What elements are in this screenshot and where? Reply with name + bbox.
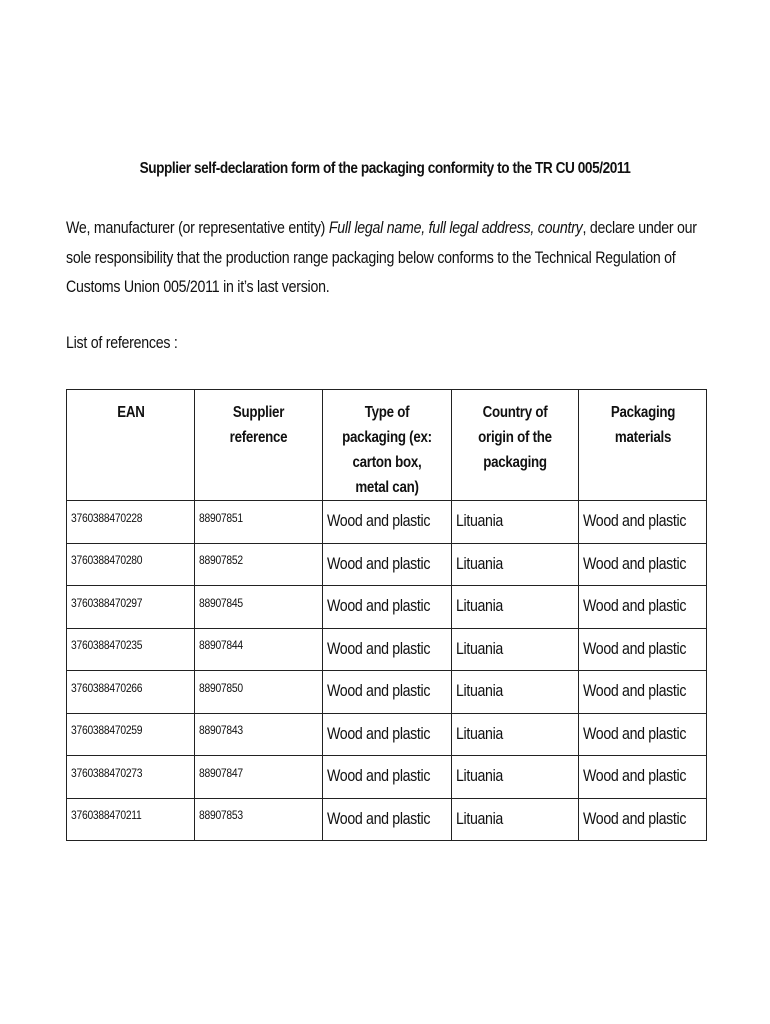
cell-ean: 3760388470266 (67, 671, 195, 714)
table-row (67, 543, 707, 586)
cell-type-of-packaging: Wood and plastic (323, 501, 452, 544)
cell-type-of-packaging: Wood and plastic (323, 671, 452, 714)
column-header-country-of-origin: Country of origin of the packaging (452, 390, 579, 501)
table-header-row (67, 390, 707, 501)
cell-type-of-packaging: Wood and plastic (323, 756, 452, 799)
column-header-ean: EAN (67, 390, 195, 501)
declaration-paragraph (66, 214, 702, 303)
cell-type-of-packaging: Wood and plastic (323, 713, 452, 756)
table-row (67, 586, 707, 629)
cell-country-of-origin: Lituania (452, 543, 579, 586)
cell-packaging-materials: Wood and plastic (579, 756, 707, 799)
column-header-supplier-reference: Supplier reference (195, 390, 323, 501)
list-of-references-label: List of references : (66, 334, 178, 352)
cell-supplier-reference: 88907843 (195, 713, 323, 756)
table-row (67, 756, 707, 799)
cell-packaging-materials: Wood and plastic (579, 586, 707, 629)
cell-country-of-origin: Lituania (452, 756, 579, 799)
cell-country-of-origin: Lituania (452, 798, 579, 841)
table-row (67, 798, 707, 841)
table-row (67, 501, 707, 544)
cell-supplier-reference: 88907853 (195, 798, 323, 841)
cell-ean: 3760388470211 (67, 798, 195, 841)
cell-ean: 3760388470273 (67, 756, 195, 799)
table-row (67, 713, 707, 756)
cell-supplier-reference: 88907851 (195, 501, 323, 544)
cell-country-of-origin: Lituania (452, 586, 579, 629)
cell-type-of-packaging: Wood and plastic (323, 798, 452, 841)
cell-country-of-origin: Lituania (452, 501, 579, 544)
declaration-prefix: We, manufacturer (or representative entity) (66, 219, 329, 237)
cell-country-of-origin: Lituania (452, 671, 579, 714)
cell-supplier-reference: 88907852 (195, 543, 323, 586)
cell-packaging-materials: Wood and plastic (579, 628, 707, 671)
cell-ean: 3760388470280 (67, 543, 195, 586)
table-row (67, 671, 707, 714)
cell-packaging-materials: Wood and plastic (579, 798, 707, 841)
declaration-entity-placeholder: Full legal name, full legal address, country (328, 219, 583, 237)
page-title: Supplier self-declaration form of the packaging conformity to the TR CU 005/2011 (139, 160, 631, 177)
table-row (67, 628, 707, 671)
references-table (66, 389, 707, 841)
declaration-suffix: , declare under our sole responsibility that the production range packaging below conforms to the Technical Regulation of Customs Union 005/2011 in it’s last version. (66, 219, 697, 296)
cell-supplier-reference: 88907850 (195, 671, 323, 714)
cell-packaging-materials: Wood and plastic (579, 543, 707, 586)
cell-ean: 3760388470297 (67, 586, 195, 629)
cell-country-of-origin: Lituania (452, 713, 579, 756)
column-header-type-of-packaging: Type of packaging (ex: carton box, metal can) (323, 390, 452, 501)
cell-type-of-packaging: Wood and plastic (323, 628, 452, 671)
column-header-packaging-materials: Packaging materials (579, 390, 707, 501)
cell-type-of-packaging: Wood and plastic (323, 586, 452, 629)
cell-packaging-materials: Wood and plastic (579, 671, 707, 714)
cell-type-of-packaging: Wood and plastic (323, 543, 452, 586)
cell-packaging-materials: Wood and plastic (579, 713, 707, 756)
cell-supplier-reference: 88907847 (195, 756, 323, 799)
cell-country-of-origin: Lituania (452, 628, 579, 671)
cell-supplier-reference: 88907844 (195, 628, 323, 671)
cell-ean: 3760388470235 (67, 628, 195, 671)
cell-packaging-materials: Wood and plastic (579, 501, 707, 544)
cell-ean: 3760388470228 (67, 501, 195, 544)
cell-supplier-reference: 88907845 (195, 586, 323, 629)
cell-ean: 3760388470259 (67, 713, 195, 756)
